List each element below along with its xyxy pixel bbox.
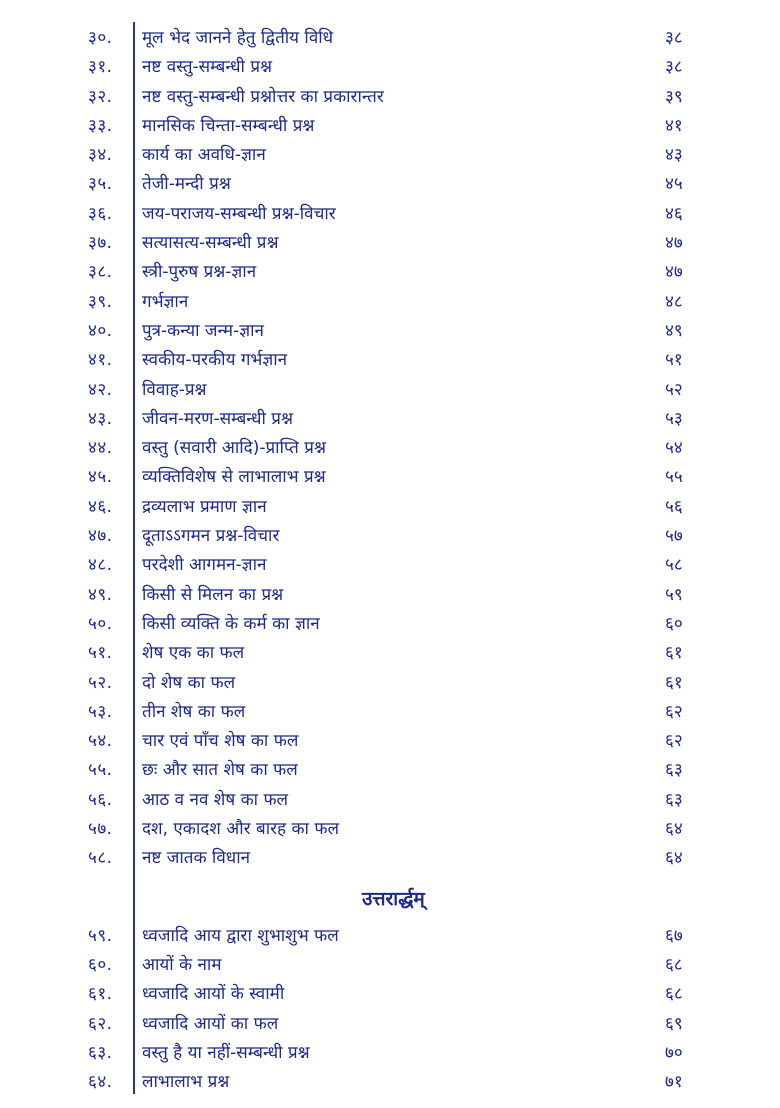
entry-number: ५८. <box>88 848 113 869</box>
entry-number: ४१. <box>88 350 113 371</box>
entry-page: ५२ <box>665 379 683 400</box>
entry-page: ६० <box>665 613 683 634</box>
entry-title: ध्वजादि आयों का फल <box>142 1013 279 1034</box>
entry-title: पुत्र-कन्या जन्म-ज्ञान <box>142 320 264 341</box>
toc-row <box>0 669 780 698</box>
toc-row <box>0 1039 780 1068</box>
entry-number: ६१. <box>88 984 113 1005</box>
entry-number: ३२. <box>88 86 113 107</box>
entry-number: ३३. <box>88 115 113 136</box>
entry-title: जय-पराजय-सम्बन्धी प्रश्न-विचार <box>142 203 336 224</box>
toc-row <box>0 922 780 951</box>
entry-title: लाभालाभ प्रश्न <box>142 1072 230 1093</box>
entry-title: कार्य का अवधि-ज्ञान <box>142 145 266 166</box>
entry-number: ५४. <box>88 731 113 752</box>
entry-title: मूल भेद जानने हेतु द्वितीय विधि <box>142 28 334 48</box>
entry-title: नष्ट वस्तु-सम्बन्धी प्रश्न <box>142 57 273 78</box>
entry-title: आठ व नव शेष का फल <box>142 789 289 810</box>
toc-row <box>0 200 780 229</box>
entry-page: ३८ <box>665 28 683 48</box>
entry-number: ३८. <box>88 262 113 283</box>
toc-group-second <box>0 922 780 1098</box>
entry-number: ४९. <box>88 584 113 605</box>
toc-row <box>0 610 780 639</box>
entry-number: ५३. <box>88 701 113 722</box>
entry-page: ५४ <box>665 438 683 459</box>
toc-row <box>0 24 780 53</box>
toc-row <box>0 376 780 405</box>
entry-number: ४७. <box>88 526 113 547</box>
entry-number: ४६. <box>88 496 113 517</box>
entry-page: ५१ <box>665 350 683 371</box>
section-heading: उत्तरार्द्धम् <box>362 887 425 910</box>
entry-page: ४७ <box>665 262 683 283</box>
toc-row <box>0 83 780 112</box>
toc-row <box>0 815 780 844</box>
entry-title: दश, एकादश और बारह का फल <box>142 819 339 840</box>
entry-number: ३६. <box>88 203 113 224</box>
entry-page: ३८ <box>665 57 683 78</box>
entry-page: ४९ <box>665 320 683 341</box>
entry-title: जीवन-मरण-सम्बन्धी प्रश्न <box>142 408 293 429</box>
entry-title: ध्वजादि आयों के स्वामी <box>142 984 285 1005</box>
entry-page: ४६ <box>665 203 683 224</box>
entry-page: ५९ <box>665 584 683 605</box>
entry-page: ४७ <box>665 233 683 254</box>
entry-title: दूताऽऽगमन प्रश्न-विचार <box>142 526 280 547</box>
toc-row <box>0 727 780 756</box>
entry-page: ६१ <box>665 672 683 693</box>
entry-page: ६२ <box>665 701 683 722</box>
entry-number: ३७. <box>88 233 113 254</box>
toc-group-first <box>0 24 780 874</box>
entry-title: वस्तु (सवारी आदि)-प्राप्ति प्रश्न <box>142 438 326 459</box>
entry-number: ३९. <box>88 291 113 312</box>
entry-page: ३९ <box>665 86 683 107</box>
entry-title: छः और सात शेष का फल <box>142 760 298 781</box>
toc-row <box>0 170 780 199</box>
toc-row <box>0 112 780 141</box>
toc-row <box>0 551 780 580</box>
entry-number: ५०. <box>88 613 113 634</box>
entry-number: ४२. <box>88 379 113 400</box>
entry-page: ५३ <box>665 408 683 429</box>
entry-number: ६४. <box>88 1072 113 1093</box>
toc-list <box>0 24 780 1097</box>
entry-page: ४३ <box>665 145 683 166</box>
entry-number: ४०. <box>88 320 113 341</box>
entry-title: चार एवं पाँच शेष का फल <box>142 731 299 752</box>
entry-page: ६२ <box>665 731 683 752</box>
entry-title: आयों के नाम <box>142 954 222 975</box>
entry-title: स्त्री-पुरुष प्रश्न-ज्ञान <box>142 262 257 283</box>
entry-number: ३४. <box>88 145 113 166</box>
entry-page: ४५ <box>665 174 683 195</box>
entry-title: तीन शेष का फल <box>142 701 246 722</box>
toc-row <box>0 141 780 170</box>
toc-row <box>0 493 780 522</box>
entry-page: ६९ <box>665 1013 683 1034</box>
toc-row <box>0 522 780 551</box>
toc-row <box>0 434 780 463</box>
entry-number: ५५. <box>88 760 113 781</box>
entry-title: वस्तु है या नहीं-सम्बन्धी प्रश्न <box>142 1042 310 1063</box>
entry-page: ६८ <box>665 954 683 975</box>
entry-page: ४१ <box>665 115 683 136</box>
entry-page: ६१ <box>665 643 683 664</box>
toc-row <box>0 53 780 82</box>
toc-row <box>0 317 780 346</box>
entry-page: ५८ <box>665 555 683 576</box>
toc-row <box>0 844 780 873</box>
toc-row <box>0 405 780 434</box>
entry-title: व्यक्तिविशेष से लाभालाभ प्रश्न <box>142 467 326 488</box>
entry-number: ५६. <box>88 789 113 810</box>
entry-number: ६०. <box>88 954 113 975</box>
entry-number: ६२. <box>88 1013 113 1034</box>
entry-page: ६३ <box>665 760 683 781</box>
toc-row <box>0 1068 780 1097</box>
entry-number: ४३. <box>88 408 113 429</box>
entry-title: शेष एक का फल <box>142 643 245 664</box>
entry-number: ४४. <box>88 438 113 459</box>
toc-row <box>0 786 780 815</box>
entry-title: स्वकीय-परकीय गर्भज्ञान <box>142 350 288 371</box>
entry-title: द्रव्यलाभ प्रमाण ज्ञान <box>142 496 267 517</box>
toc-row <box>0 951 780 980</box>
entry-number: ५७. <box>88 819 113 840</box>
entry-title: किसी से मिलन का प्रश्न <box>142 584 284 605</box>
entry-number: ४८. <box>88 555 113 576</box>
entry-number: ४५. <box>88 467 113 488</box>
entry-number: ५९. <box>88 925 113 946</box>
entry-title: सत्यासत्य-सम्बन्धी प्रश्न <box>142 233 279 254</box>
toc-row <box>0 1010 780 1039</box>
entry-page: ६८ <box>665 984 683 1005</box>
entry-page: ७१ <box>665 1072 683 1093</box>
entry-title: नष्ट जातक विधान <box>142 848 251 869</box>
entry-number: ५२. <box>88 672 113 693</box>
section-heading-row <box>0 874 780 922</box>
entry-title: दो शेष का फल <box>142 672 236 693</box>
entry-number: ३१. <box>88 57 113 78</box>
entry-page: ६४ <box>665 819 683 840</box>
toc-row <box>0 639 780 668</box>
entry-page: ६३ <box>665 789 683 810</box>
entry-page: ७० <box>665 1042 683 1063</box>
toc-row <box>0 756 780 785</box>
entry-number: ३५. <box>88 174 113 195</box>
toc-row <box>0 698 780 727</box>
entry-page: ४८ <box>665 291 683 312</box>
toc-row <box>0 581 780 610</box>
toc-row <box>0 288 780 317</box>
toc-row <box>0 229 780 258</box>
entry-page: ५५ <box>665 467 683 488</box>
entry-number: ३०. <box>88 28 113 48</box>
toc-row <box>0 463 780 492</box>
entry-title: तेजी-मन्दी प्रश्न <box>142 174 231 195</box>
entry-number: ६३. <box>88 1042 113 1063</box>
entry-title: नष्ट वस्तु-सम्बन्धी प्रश्नोत्तर का प्रकारान्तर <box>142 86 384 107</box>
entry-title: किसी व्यक्ति के कर्म का ज्ञान <box>142 613 320 634</box>
entry-page: ५७ <box>665 526 683 547</box>
entry-page: ६७ <box>665 925 683 946</box>
toc-row <box>0 258 780 287</box>
entry-title: मानसिक चिन्ता-सम्बन्धी प्रश्न <box>142 115 315 136</box>
entry-page: ६४ <box>665 848 683 869</box>
toc-row <box>0 980 780 1009</box>
entry-page: ५६ <box>665 496 683 517</box>
toc-row <box>0 346 780 375</box>
entry-title: ध्वजादि आय द्वारा शुभाशुभ फल <box>142 925 339 946</box>
entry-title: परदेशी आगमन-ज्ञान <box>142 555 267 576</box>
entry-number: ५१. <box>88 643 113 664</box>
entry-title: विवाह-प्रश्न <box>142 379 207 400</box>
entry-title: गर्भज्ञान <box>142 291 189 312</box>
